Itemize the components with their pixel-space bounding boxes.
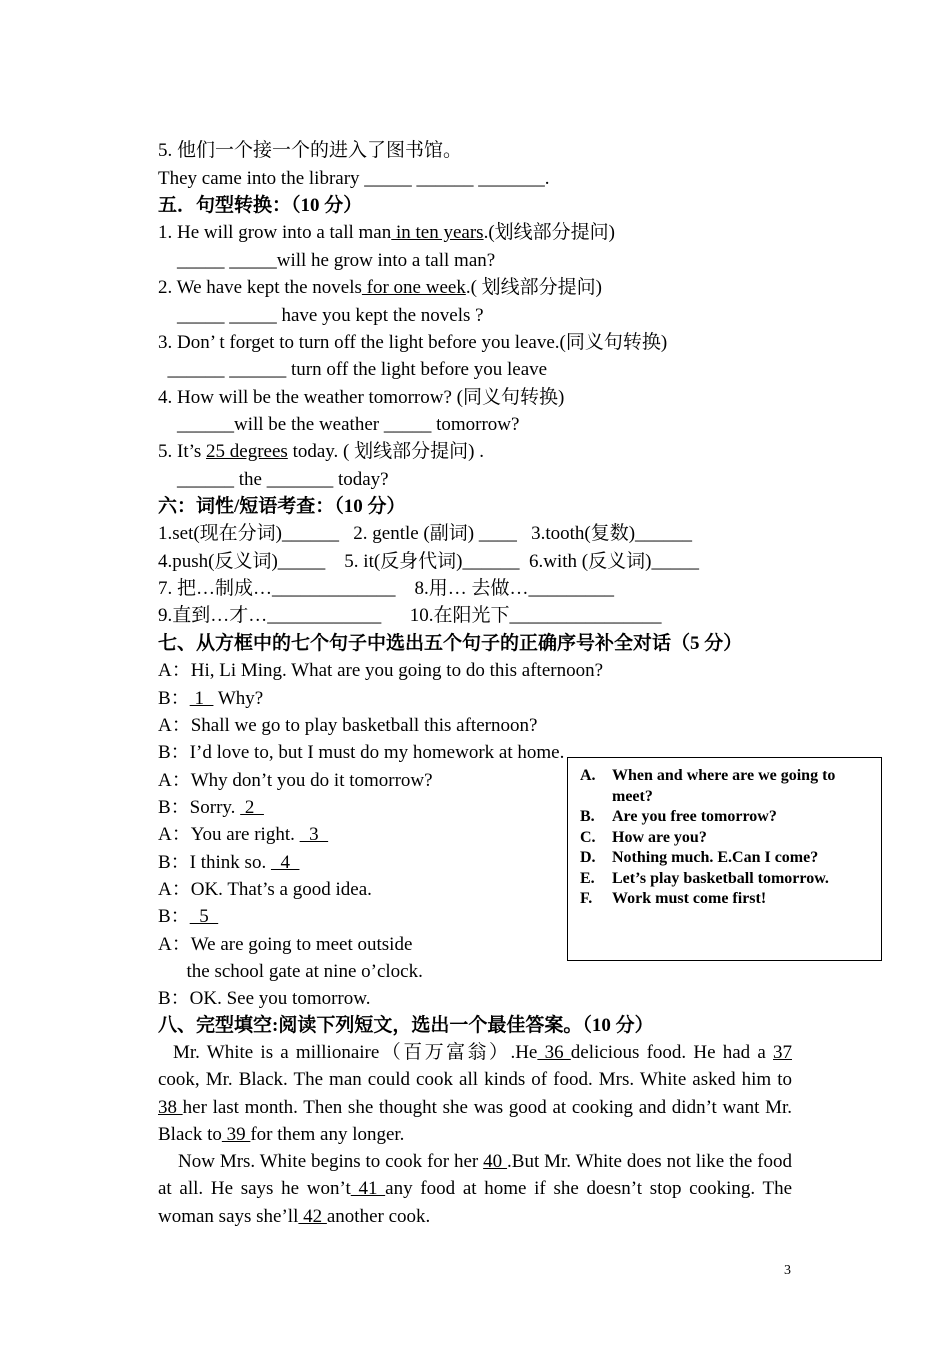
- dialogue-line: B：I think so. 4: [158, 852, 300, 873]
- dialogue-line: A：OK. That’s a good idea.: [158, 879, 372, 900]
- dialogue-line: A：We are going to meet outside: [158, 934, 413, 955]
- dialogue-line: A：You are right. 3: [158, 824, 329, 845]
- translation-q5-answer-line: They came into the library _____ ______ _______.: [158, 168, 550, 189]
- cloze-paragraph-2: Now Mrs. White begins to cook for her 40 .But Mr. White does not like the food at all. He says he won’t 41 any food at home if she doesn’t stop cooking. The woman says she’ll 42 another cook.: [158, 1151, 793, 1227]
- blank-38: 38: [158, 1096, 183, 1118]
- s5-q2-answer: _____ _____ have you kept the novels ?: [158, 305, 484, 326]
- dialogue-line: A：Why don’t you do it tomorrow?: [158, 770, 433, 791]
- s5-q5-underlined: 25 degrees: [206, 441, 288, 462]
- s5-q4-answer: ______will be the weather _____ tomorrow?: [158, 414, 520, 435]
- translation-q5-prompt: 5. 他们一个接一个的进入了图书馆。: [158, 140, 463, 161]
- dialogue-line: the school gate at nine o’clock.: [158, 961, 423, 982]
- cloze-passage: [158, 1039, 792, 1230]
- dialogue-line: B：OK. See you tomorrow.: [158, 988, 371, 1009]
- s5-q4: 4. How will be the weather tomorrow? (同义句转换): [158, 387, 565, 408]
- option-f: F. Work must come first!: [580, 890, 767, 907]
- dialogue-line: B： 1 Why?: [158, 688, 264, 709]
- s6-line-1: 1.set(现在分词)______ 2. gentle (副词) ____ 3.tooth(复数)______: [158, 523, 693, 544]
- s5-q5: 5. It’s 25 degrees today. ( 划线部分提问) .: [158, 441, 484, 462]
- s5-q3: 3. Don’ t forget to turn off the light before you leave.(同义句转换): [158, 332, 668, 353]
- s5-q3-answer: ______ ______ turn off the light before you leave: [158, 359, 548, 380]
- s6-line-2: 4.push(反义词)_____ 5. it(反身代词)______ 6.with (反义词)_____: [158, 551, 699, 572]
- blank-1: 1: [189, 688, 214, 709]
- blank-2: 2: [240, 797, 264, 818]
- page-number: 3: [784, 1263, 791, 1278]
- s5-q1: 1. He will grow into a tall man in ten years.(划线部分提问): [158, 222, 615, 243]
- blank-5: 5: [189, 906, 219, 927]
- s5-q5-answer: ______ the _______ today?: [158, 469, 389, 490]
- section5-heading: 五．句型转换：（10 分）: [158, 195, 363, 216]
- blank-39: 39: [221, 1123, 251, 1145]
- blank-3: 3: [299, 824, 329, 845]
- dialogue-line: B：Sorry. 2: [158, 797, 264, 818]
- cloze-paragraph-1: Mr. White is a millionaire（百万富翁）.He 36 delicious food. He had a 37 cook, Mr. Black. The man could cook all kinds of food. Mrs. White asked him to 38 her last month. Then she thought she was good at cooking and didn’t want Mr. Black to 39 for them any longer.: [158, 1042, 792, 1145]
- dialogue-line: B： 5: [158, 906, 219, 927]
- option-c: C. How are you?: [580, 828, 707, 846]
- dialogue-line: A：Hi, Li Ming. What are you going to do this afternoon?: [158, 660, 604, 681]
- s6-line-4: 9.直到…才…____________ 10.在阳光下________________: [158, 605, 662, 626]
- section7-heading: 七、从方框中的七个句子中选出五个句子的正确序号补全对话（5 分）: [158, 633, 743, 654]
- options-box: [567, 757, 882, 961]
- option-b: B. Are you free tomorrow?: [580, 808, 777, 825]
- s6-line-3: 7. 把…制成…_____________ 8.用… 去做…_________: [158, 578, 615, 599]
- s5-q1-underlined: in ten years: [391, 222, 484, 243]
- s5-q2-underlined: for one week: [361, 277, 466, 298]
- blank-37: 37: [773, 1042, 792, 1063]
- section6-heading: 六：词性/短语考查：（10 分）: [158, 496, 406, 517]
- dialogue-line: B：I’d love to, but I must do my homework at home.: [158, 742, 565, 763]
- option-e: E. Let’s play basketball tomorrow.: [580, 869, 829, 887]
- dialogue-line: A：Shall we go to play basketball this afternoon?: [158, 715, 538, 736]
- blank-36: 36: [537, 1042, 571, 1063]
- blank-40: 40: [483, 1151, 508, 1173]
- section8-heading: 八、完型填空:阅读下列短文，选出一个最佳答案。（10 分）: [158, 1015, 654, 1036]
- s5-q1-answer: _____ _____will he grow into a tall man?: [158, 250, 496, 271]
- option-d: D. Nothing much. E.Can I come?: [580, 849, 819, 866]
- blank-42: 42: [298, 1205, 327, 1227]
- option-a: A. When and where are we going to meet?: [580, 767, 836, 805]
- blank-4: 4: [270, 852, 300, 873]
- blank-41: 41: [350, 1178, 386, 1200]
- s5-q2: 2. We have kept the novels for one week.( 划线部分提问): [158, 277, 602, 298]
